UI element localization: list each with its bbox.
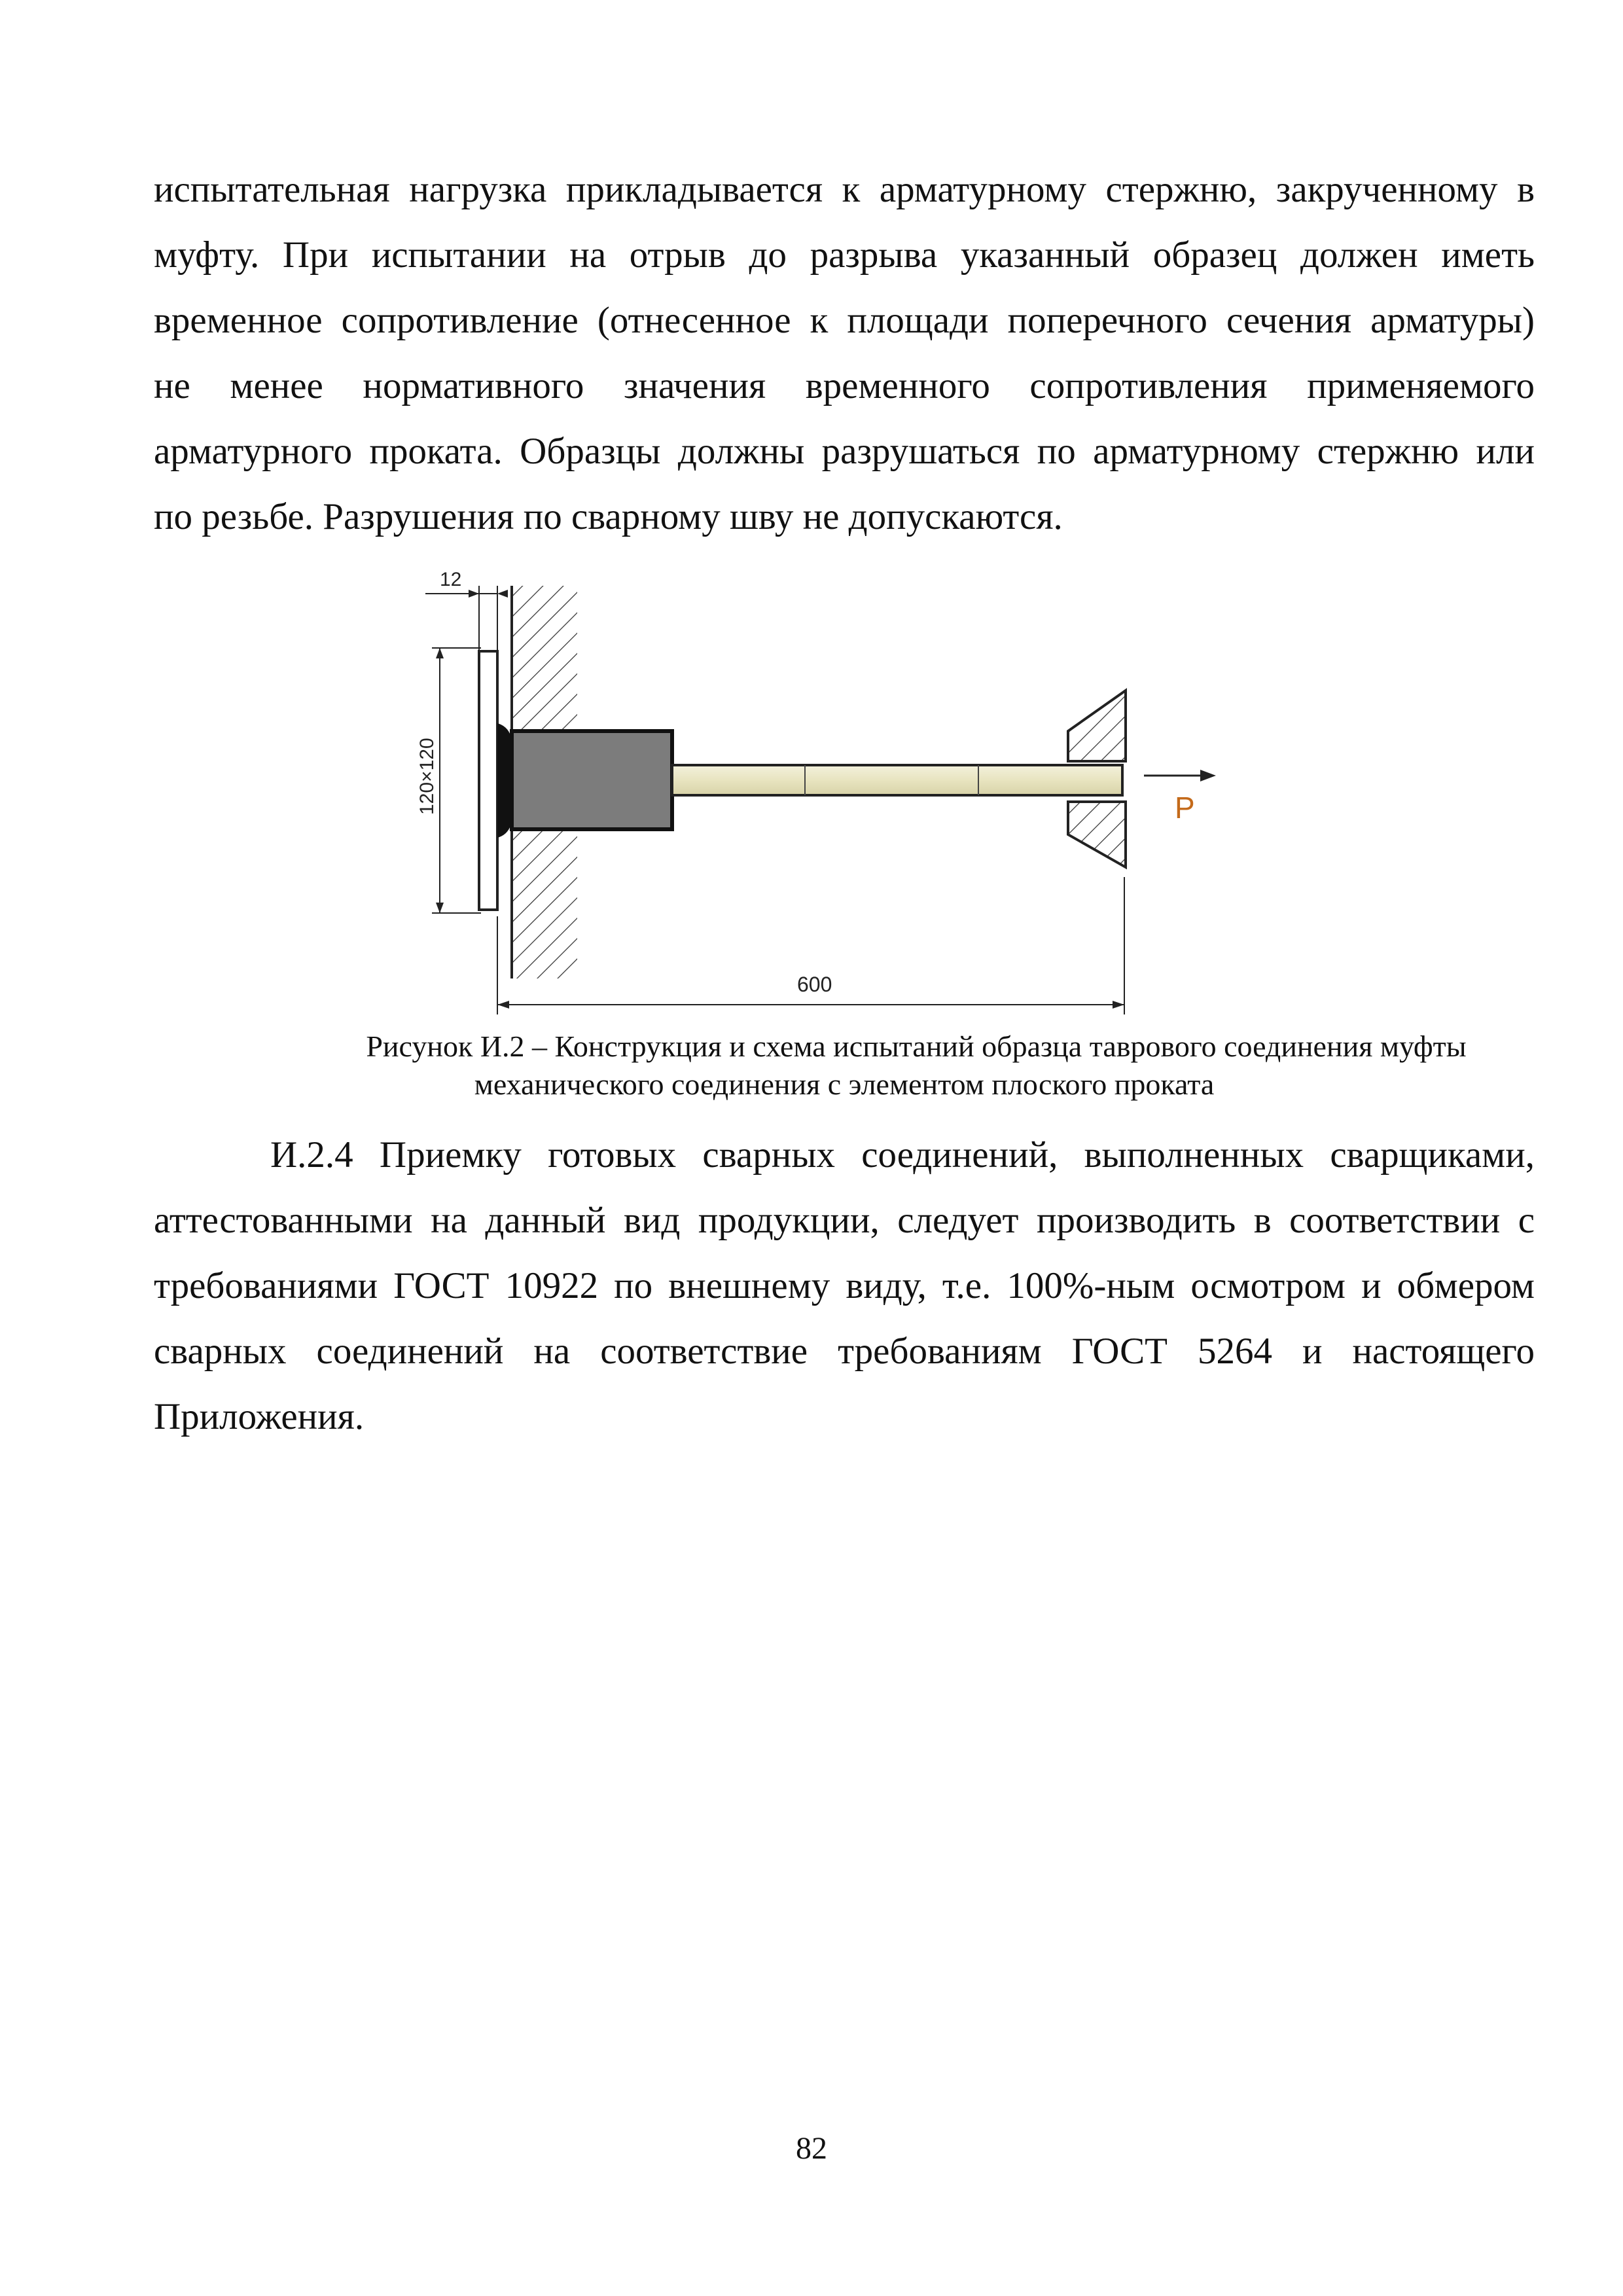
- paragraph-1-line: не менее нормативного значения временного сопротивления применяемого: [154, 365, 1535, 406]
- paragraph-2: [154, 1122, 1535, 1450]
- lower-grip-wedge: [1068, 802, 1126, 867]
- force-arrow: [1144, 770, 1216, 825]
- paragraph-1-line: испытательная нагрузка прикладывается к арматурному стержню, закрученному в: [154, 169, 1535, 210]
- weld-seam: [497, 723, 512, 838]
- paragraph-2-line: аттестованными на данный вид продукции, следует производить в соответствии с: [154, 1200, 1535, 1241]
- test-scheme-figure: [406, 560, 1309, 1031]
- paragraph-1-line: муфту. При испытании на отрыв до разрыва указанный образец должен иметь: [154, 234, 1535, 276]
- force-label: P: [1175, 791, 1195, 825]
- upper-fixed-support: [512, 586, 577, 743]
- lower-fixed-support: [512, 821, 577, 978]
- rebar-rod: [672, 765, 1122, 795]
- paragraph-1-line: по резьбе. Разрушения по сварному шву не допускаются.: [154, 496, 1063, 537]
- paragraph-1: [154, 157, 1535, 550]
- paragraph-2-line: сварных соединений на соответствие требованиям ГОСТ 5264 и настоящего: [154, 1331, 1535, 1372]
- figure-caption-line-2: механического соединения с элементом плоского проката: [474, 1067, 1215, 1101]
- coupling-sleeve: [512, 731, 672, 829]
- figure-caption: [154, 1028, 1535, 1103]
- paragraph-2-line: И.2.4 Приемку готовых сварных соединений, выполненных сварщиками,: [270, 1134, 1535, 1175]
- dimension-600: [497, 877, 1124, 1014]
- paragraph-1-line: временное сопротивление (отнесенное к площади поперечного сечения арматуры): [154, 300, 1535, 341]
- dimension-120x120-label: 120×120: [416, 738, 438, 815]
- paragraph-1-line: арматурного проката. Образцы должны разрушаться по арматурному стержню или: [154, 431, 1535, 472]
- paragraph-2-line: требованиями ГОСТ 10922 по внешнему виду, т.е. 100%-ным осмотром и обмером: [154, 1265, 1535, 1306]
- figure-caption-line-1: Рисунок И.2 – Конструкция и схема испытаний образца таврового соединения муфты: [366, 1030, 1467, 1063]
- test-scheme-drawing: [406, 560, 1309, 1031]
- flat-plate: [479, 651, 497, 910]
- dimension-12-label: 12: [440, 569, 462, 590]
- paragraph-2-line: Приложения.: [154, 1396, 365, 1437]
- dimension-120x120: [416, 648, 481, 913]
- upper-grip-wedge: [1068, 691, 1126, 761]
- dimension-12: [425, 569, 508, 658]
- dimension-600-label: 600: [797, 973, 832, 996]
- page-number: 82: [796, 2131, 827, 2166]
